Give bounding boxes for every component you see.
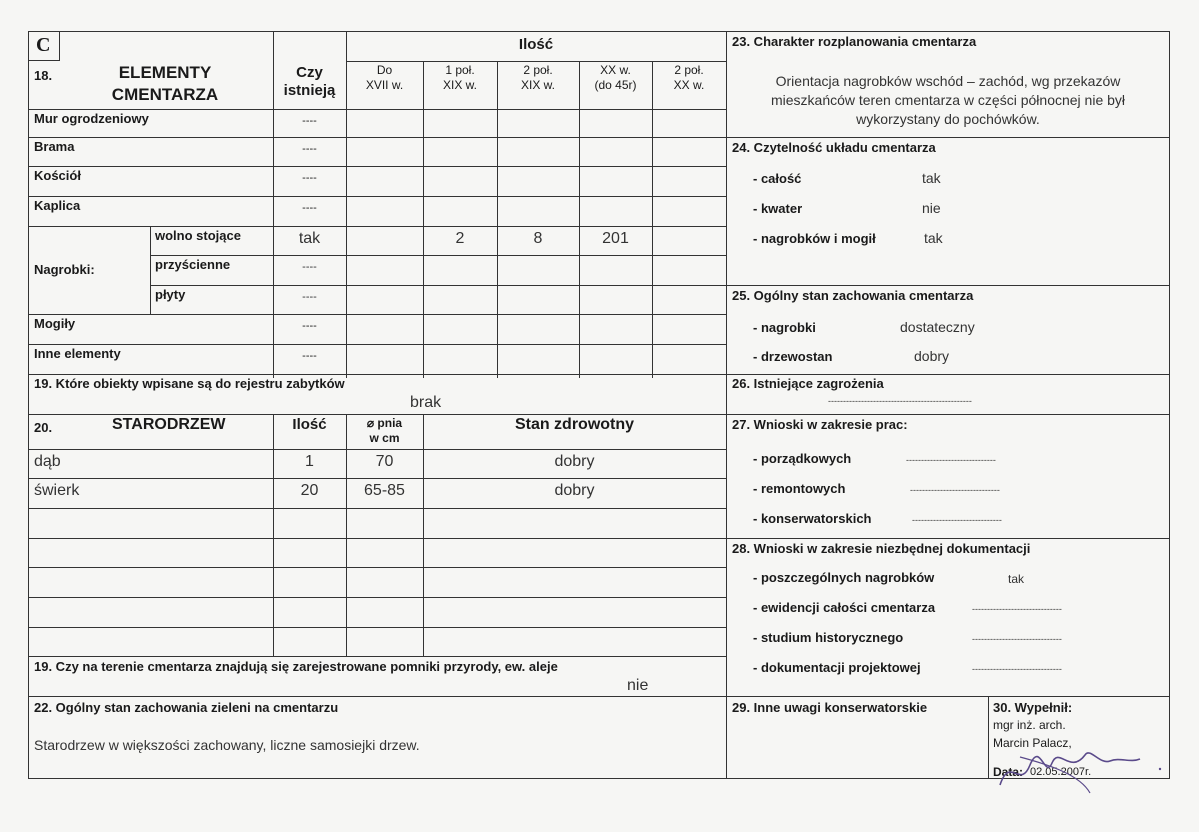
section-18-title-line2: CMENTARZA <box>111 85 219 104</box>
nagrobki-row-label: przyścienne <box>155 257 231 272</box>
s24_items-item-value: tak <box>922 170 941 186</box>
nagrobki-quantity: 201 <box>602 230 629 247</box>
section-18-title-line1: ELEMENTY <box>118 63 212 82</box>
nagrobki-label: Nagrobki: <box>34 262 95 277</box>
nagrobki-row-exist: ---- <box>302 261 317 273</box>
element-row-exist: ---- <box>302 115 317 127</box>
period-line1: 1 poł. <box>445 63 475 77</box>
element-row-label: Brama <box>34 139 75 154</box>
section-23-line2: mieszkańców teren cmentarza w części północnej nie był <box>770 92 1126 108</box>
nagrobki-row-exist: tak <box>298 230 321 247</box>
inne-exist: ---- <box>302 350 317 362</box>
s24_items-item-label: - kwater <box>753 201 803 216</box>
s28_items-item-label: - dokumentacji projektowej <box>753 660 921 675</box>
s27_items-item-value: ------------------------------ <box>912 515 1002 525</box>
section-19-value: brak <box>410 394 442 411</box>
mogily-exist: ---- <box>302 320 317 332</box>
element-row-label: Kościół <box>34 168 81 183</box>
s27_items-item-value: ------------------------------ <box>910 485 1000 495</box>
nagrobki-row-label: płyty <box>155 287 186 302</box>
period-line2: (do 45r) <box>594 78 637 92</box>
section-30-date-label: Data: <box>993 765 1024 779</box>
section-20-state-header: Stan zdrowotny <box>514 416 635 433</box>
s28_items-item-label: - ewidencji całości cmentarza <box>753 600 936 615</box>
s25_items-item-value: dobry <box>914 348 950 364</box>
section-30-title: 30. Wypełnił: <box>993 700 1073 715</box>
section-20-qty-header: Ilość <box>292 416 327 433</box>
s27_items-item-label: - konserwatorskich <box>753 511 872 526</box>
period-line2: XIX w. <box>520 78 555 92</box>
column-exist-line2: istnieją <box>283 82 336 99</box>
section-22-value: Starodrzew w większości zachowany, liczne samosiejki drzew. <box>34 737 420 753</box>
period-column-header <box>579 63 652 93</box>
period-line2: XX w. <box>673 78 705 92</box>
section-22-title: 22. Ogólny stan zachowania zieleni na cmentarzu <box>34 700 339 715</box>
section-28-title: 28. Wnioski w zakresie niezbędnej dokumentacji <box>732 541 1031 556</box>
column-quantity-header: Ilość <box>518 36 554 53</box>
element-row-exist: ---- <box>302 202 317 214</box>
section-23-text <box>726 72 1170 129</box>
element-row-label: Mur ogrodzeniowy <box>34 111 149 126</box>
s25_items-item-label: - drzewostan <box>753 349 833 364</box>
column-exist-line1: Czy <box>296 64 323 81</box>
s24_items-item-value: nie <box>922 200 941 216</box>
s24_items-item-label: - całość <box>753 171 802 186</box>
period-line1: 2 poł. <box>674 63 704 77</box>
section-23-line1: Orientacja nagrobków wschód – zachód, wg przekazów <box>775 73 1121 89</box>
section-18-number: 18. <box>34 68 53 83</box>
nagrobki-row-label: wolno stojące <box>155 228 241 243</box>
section-26-title: 26. Istniejące zagrożenia <box>732 376 884 391</box>
s28_items-item-value: ------------------------------ <box>972 664 1062 674</box>
section-20-number: 20. <box>34 420 53 435</box>
s28_items-item-value: ------------------------------ <box>972 604 1062 614</box>
inne-label: Inne elementy <box>34 346 121 361</box>
s28_items-item-value: ------------------------------ <box>972 634 1062 644</box>
element-row-exist: ---- <box>302 143 317 155</box>
tree-diameter: 65-85 <box>364 482 405 499</box>
section-18-title <box>80 62 250 106</box>
section-30-line1: mgr inż. arch. <box>993 718 1066 732</box>
section-26-dash: ------------------------------------------------ <box>828 396 972 406</box>
period-line1: 2 poł. <box>523 63 553 77</box>
tree-qty: 20 <box>300 482 319 499</box>
tree-name: dąb <box>34 453 61 470</box>
tree-name: świerk <box>34 482 80 499</box>
column-exist-header <box>273 64 346 100</box>
section-19-title: 19. Które obiekty wpisane są do rejestru zabytków <box>34 376 345 391</box>
s25_items-item-label: - nagrobki <box>753 320 816 335</box>
diameter-line2: w cm <box>369 431 400 445</box>
tree-diameter: 70 <box>375 453 394 470</box>
s27_items-item-label: - remontowych <box>753 481 846 496</box>
nagrobki-quantity: 8 <box>533 230 543 247</box>
element-row-label: Kaplica <box>34 198 81 213</box>
s28_items-item-label: - studium historycznego <box>753 630 904 645</box>
section-25-title: 25. Ogólny stan zachowania cmentarza <box>732 288 974 303</box>
section-19b-value: nie <box>627 677 649 694</box>
element-row-exist: ---- <box>302 172 317 184</box>
period-column-header <box>346 63 423 93</box>
tree-state: dobry <box>554 453 595 470</box>
tree-qty: 1 <box>305 453 314 470</box>
period-column-header <box>423 63 497 93</box>
s28_items-item-label: - poszczególnych nagrobków <box>753 570 935 585</box>
period-line1: XX w. <box>600 63 631 77</box>
period-line2: XVII w. <box>365 78 404 92</box>
section-20-title: STARODRZEW <box>112 416 226 433</box>
period-column-header <box>652 63 726 93</box>
nagrobki-quantity: 2 <box>455 230 465 247</box>
s27_items-item-label: - porządkowych <box>753 451 852 466</box>
section-29-title: 29. Inne uwagi konserwatorskie <box>732 700 928 715</box>
section-23-title: 23. Charakter rozplanowania cmentarza <box>732 34 977 49</box>
s25_items-item-value: dostateczny <box>900 319 975 335</box>
period-line2: XIX w. <box>442 78 477 92</box>
signature-icon <box>990 735 1170 795</box>
s27_items-item-value: ------------------------------ <box>906 455 996 465</box>
period-column-header <box>497 63 579 93</box>
section-30-line2: Marcin Palacz, <box>993 736 1072 750</box>
nagrobki-row-exist: ---- <box>302 291 317 303</box>
s24_items-item-label: - nagrobków i mogił <box>753 231 876 246</box>
s28_items-item-value: tak <box>1008 572 1025 586</box>
s24_items-item-value: tak <box>924 230 943 246</box>
section-20-diameter-header <box>346 416 423 446</box>
period-line1: Do <box>376 63 393 77</box>
section-30-date: 02.05.2007r. <box>1030 766 1092 778</box>
diameter-line1: ⌀ pnia <box>366 416 403 430</box>
section-19b-title: 19. Czy na terenie cmentarza znajdują się zarejestrowane pomniki przyrody, ew. aleje <box>34 659 558 674</box>
mogily-label: Mogiły <box>34 316 76 331</box>
section-24-title: 24. Czytelność układu cmentarza <box>732 140 936 155</box>
tree-state: dobry <box>554 482 595 499</box>
section-27-title: 27. Wnioski w zakresie prac: <box>732 417 908 432</box>
section-23-line3: wykorzystany do pochówków. <box>856 111 1040 127</box>
corner-letter: C <box>36 34 51 56</box>
